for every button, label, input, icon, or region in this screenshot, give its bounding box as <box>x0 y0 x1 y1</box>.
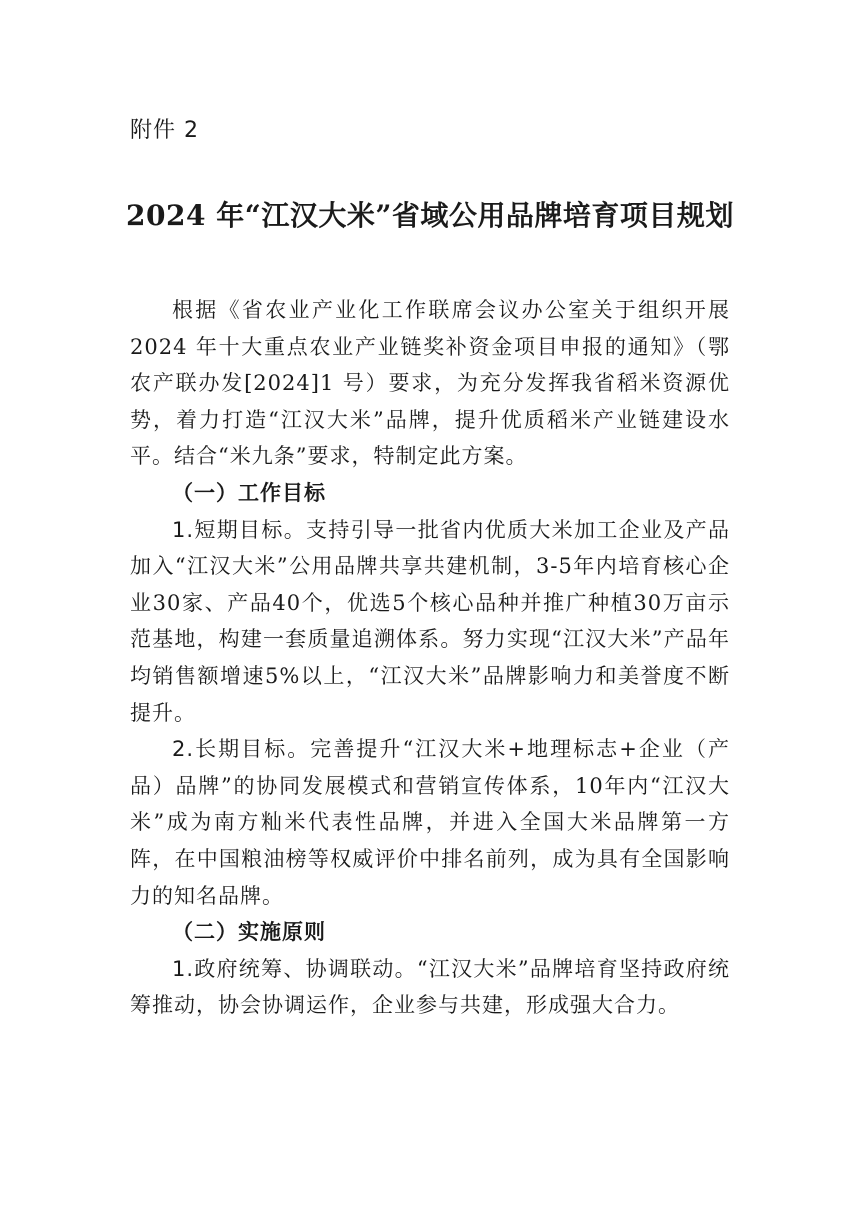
principle-1-paragraph <box>130 951 730 1024</box>
section-heading-work-goals: （一）工作目标 <box>172 480 326 505</box>
long-term-goal-paragraph <box>130 731 730 914</box>
principle-1-text: “江汉大米”品牌培育坚持政府统筹推动，协会协调运作，企业参与共建，形成强大合力。 <box>130 956 730 1018</box>
attachment-label: 附件 2 <box>130 118 199 143</box>
document-title: 2024 年“江汉大米”省域公用品牌培育项目规划 <box>126 199 734 232</box>
long-term-goal-lead: 2.长期目标。 <box>172 737 311 762</box>
short-term-goal-text: 支持引导一批省内优质大米加工企业及产品加入“江汉大米”公用品牌共享共建机制，3-5年内培育核心企业30家、产品40个，优选5个核心品种并推广种植30万亩示范基地，构建一套质量追溯体系。努力实现“江汉大米”产品年均销售额增速5%以上，“江汉大米”品牌影响力和美誉度不断提升。 <box>130 517 730 725</box>
short-term-goal-lead: 1.短期目标。 <box>172 517 307 542</box>
section-heading-principles: （二）实施原则 <box>172 920 326 945</box>
long-term-goal-text: 完善提升“江汉大米+地理标志+企业（产品）品牌”的协同发展模式和营销宣传体系，10年内“江汉大米”成为南方籼米代表性品牌，并进入全国大米品牌第一方阵，在中国粮油榜等权威评价中排名前列，成为具有全国影响力的知名品牌。 <box>130 737 730 908</box>
document-body <box>130 292 730 1024</box>
intro-paragraph: 根据《省农业产业化工作联席会议办公室关于组织开展 2024 年十大重点农业产业链奖补资金项目申报的通知》（鄂农产联办发[2024]1 号）要求，为充分发挥我省稻米资源优势，着力打造“江汉大米”品牌，提升优质稻米产业链建设水平。结合“米九条”要求，特制定此方案。 <box>130 298 730 469</box>
short-term-goal-paragraph <box>130 512 730 732</box>
principle-1-lead: 1.政府统筹、协调联动。 <box>172 956 417 981</box>
